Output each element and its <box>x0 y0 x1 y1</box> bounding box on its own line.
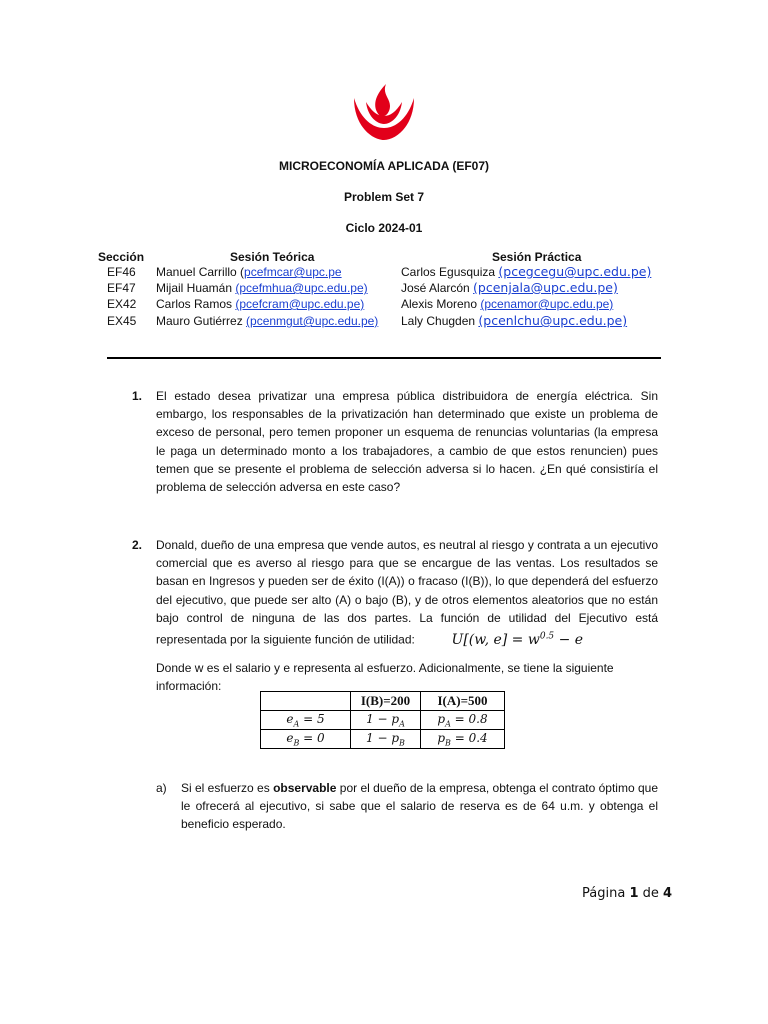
cycle-title: Ciclo 2024-01 <box>345 221 423 235</box>
question-1-number: 1. <box>132 389 143 403</box>
practice-instructor <box>401 313 627 329</box>
table-cell: $p_B = 0.4$ <box>421 730 505 749</box>
theory-email-link[interactable]: (pcenmgut@upc.edu.pe) <box>246 314 379 328</box>
part-a-bold: observable <box>273 781 337 795</box>
theory-email-link[interactable]: (pcefmhua@upc.edu.pe) <box>235 281 368 295</box>
theory-name: Mauro Gutiérrez <box>156 314 247 328</box>
theory-instructor <box>156 313 378 329</box>
practice-instructor <box>401 296 613 312</box>
table-cell: $1 - p_B$ <box>351 730 421 749</box>
page-total: 4 <box>663 886 673 901</box>
section-code: EX45 <box>107 314 137 328</box>
table-cell: $1 - p_A$ <box>351 711 421 730</box>
table-cell: $p_A = 0.8$ <box>421 711 505 730</box>
table-row <box>261 692 505 711</box>
theory-name: Manuel Carrillo ( <box>156 265 245 279</box>
theory-name: Mijail Huamán <box>156 281 236 295</box>
col-header-theory: Sesión Teórica <box>230 250 315 264</box>
practice-email-link[interactable]: (pcenamor@upc.edu.pe) <box>480 297 614 311</box>
section-code: EF47 <box>107 281 136 295</box>
practice-name: Alexis Moreno <box>401 297 481 311</box>
part-a-pre: Si el esfuerzo es <box>181 781 274 795</box>
sections-table <box>0 0 768 340</box>
page-footer <box>582 886 672 901</box>
table-row <box>261 711 505 730</box>
part-a-letter: a) <box>156 781 167 795</box>
practice-email-link[interactable]: (pcegcegu@upc.edu.pe) <box>498 264 652 279</box>
page-word: Página <box>582 886 630 901</box>
question-1-text: El estado desea privatizar una empresa pública distribuidora de energía eléctrica. Sin embargo, los responsables de la privatización han determinado que existe un problema de exceso de personal, pero temen proponer un esquema de renuncias voluntarias (la empresa le paga un determinado monto a los trabajadores, a cambio de que estos renuncien) pues temen que se presente el problema de selección adversa si lo hacen. ¿En qué consistiría el problema de selección adversa en este caso? <box>156 389 658 495</box>
of-word: de <box>638 886 663 901</box>
theory-instructor <box>156 264 342 280</box>
table-cell: $e_A = 5$ <box>261 711 351 730</box>
practice-email-link[interactable]: (pcenlchu@upc.edu.pe) <box>478 313 628 328</box>
question-2-body: Donald, dueño de una empresa que vende autos, es neutral al riesgo y contrata a un ejecutivo comercial que es averso al riesgo para que se encargue de las ventas. Los resultados se basan en Ingresos y pueden ser de éxito (I(A)) o fracaso (I(B)), lo que dependerá del esfuerzo del ejecutivo, que puede ser alto (A) o bajo (B), y de otros elementos aleatorios que no están bajo control de ninguna de las dos partes. La función de utilidad del Ejecutivo está representada por la siguiente función de utilidad: <box>156 538 658 647</box>
table-header: I(A)=500 <box>421 692 505 711</box>
practice-name: Laly Chugden <box>401 314 479 328</box>
theory-instructor <box>156 296 364 312</box>
question-2-text <box>156 536 658 649</box>
practice-email-link[interactable]: (pcenjala@upc.edu.pe) <box>473 280 618 295</box>
table-cell: $e_B = 0$ <box>261 730 351 749</box>
part-a-post: por el dueño de la empresa, obtenga el contrato óptimo que le ofrecerá al ejecutivo, si sabe que el salario de reserva es de 64 u.m. y obtenga el beneficio esperado. <box>181 781 658 832</box>
utility-formula: U[(w, $e] = w^{0.5} - e$ <box>451 631 584 648</box>
col-header-section: Sección <box>98 250 145 264</box>
section-code: EF46 <box>107 265 136 279</box>
table-row <box>261 730 505 749</box>
course-title: MICROECONOMÍA APLICADA (EF07) <box>279 159 489 173</box>
part-a-text <box>181 779 658 834</box>
theory-email-link[interactable]: pcefmcar@upc.pe <box>244 265 342 279</box>
page-number: 1 <box>629 886 639 901</box>
practice-name: José Alarcón <box>401 281 474 295</box>
practice-name: Carlos Egusquiza <box>401 265 499 279</box>
theory-name: Carlos Ramos <box>156 297 236 311</box>
practice-instructor <box>401 264 651 280</box>
section-code: EX42 <box>107 297 137 311</box>
theory-instructor <box>156 280 368 296</box>
table-cell <box>261 692 351 711</box>
theory-email-link[interactable]: (pcefcram@upc.edu.pe) <box>235 297 365 311</box>
question-2-number: 2. <box>132 538 143 552</box>
horizontal-rule <box>107 357 661 359</box>
info-table <box>260 691 505 749</box>
col-header-practice: Sesión Práctica <box>492 250 582 264</box>
table-header: I(B)=200 <box>351 692 421 711</box>
question-2-after: Donde w es el salario y e representa al esfuerzo. Adicionalmente, se tiene la siguiente información: <box>156 661 614 694</box>
practice-instructor <box>401 280 618 296</box>
problem-set-title: Problem Set 7 <box>343 190 425 204</box>
